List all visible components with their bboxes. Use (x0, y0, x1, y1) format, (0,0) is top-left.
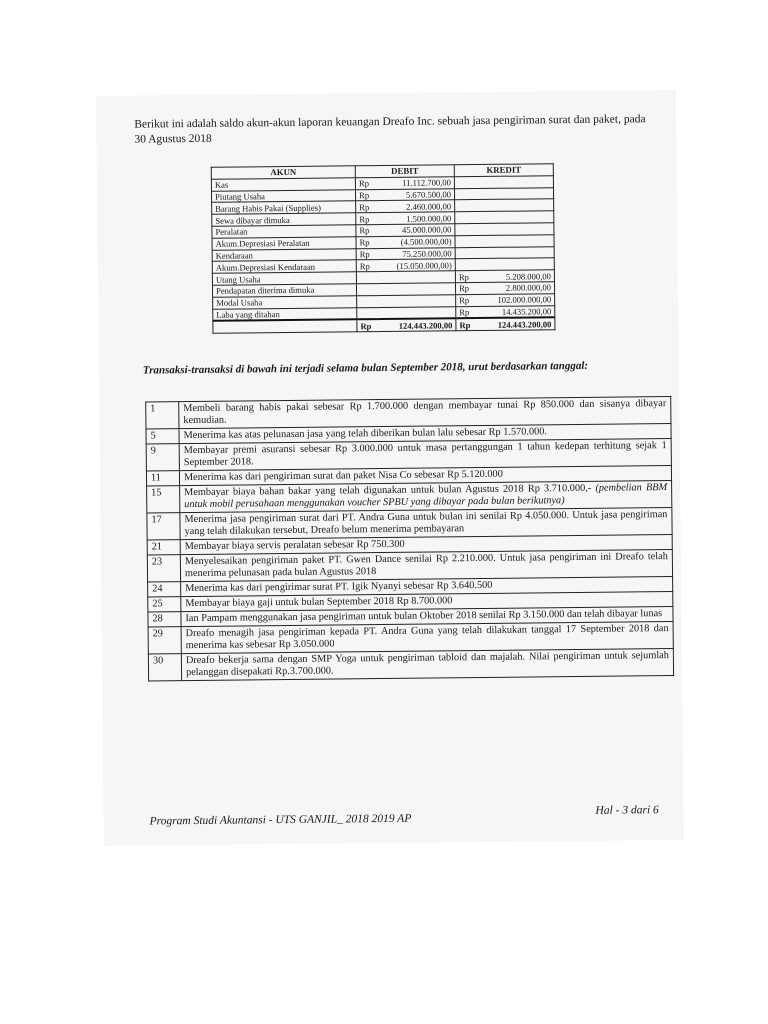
debit-amount (377, 306, 456, 319)
debit-currency: Rp (356, 201, 377, 213)
footer-page-number: Hal - 3 dari 6 (595, 804, 659, 817)
kredit-currency (455, 212, 476, 224)
debit-currency: Rp (356, 236, 377, 248)
kredit-currency (454, 188, 475, 200)
kredit-currency: Rp (456, 294, 477, 306)
transaction-date: 28 (148, 612, 181, 627)
debit-amount: 1.500.000,00 (376, 212, 455, 225)
debit-currency: Rp (356, 260, 377, 272)
total-kredit-currency: Rp (456, 318, 477, 331)
account-name: Laba yang ditahan (213, 307, 357, 321)
kredit-amount: 14.435.200,00 (476, 305, 555, 318)
account-name: Modal Usaha (213, 296, 357, 309)
kredit-amount: 2.800.000,00 (476, 282, 555, 295)
kredit-currency (455, 200, 476, 212)
debit-amount (377, 283, 456, 296)
transaction-text: Ian Pampam menggunakan jasa pengiriman untuk bulan Oktober 2018 senilai Rp 3.150.000 dan telah dibayar lunas (185, 608, 663, 625)
debit-currency (356, 284, 377, 296)
debit-amount: (15.050.000,00) (377, 259, 456, 272)
kredit-amount (475, 187, 554, 200)
header-kredit: KREDIT (454, 164, 553, 177)
kredit-currency (455, 224, 476, 236)
header-debit: DEBIT (355, 165, 454, 178)
account-name: Peralatan (212, 225, 356, 238)
transaction-text: Dreafo menagih jasa pengiriman kepada PT. Andra Guna yang telah dilakukan tanggal 17 September 2018 dan menerima kas sebesar Rp 3.050.000 (185, 623, 669, 652)
kredit-currency (455, 259, 476, 271)
debit-amount: 75.250.000,00 (377, 247, 456, 260)
kredit-currency (455, 235, 476, 247)
account-name: Kendaraan (212, 248, 356, 261)
transaction-row (148, 648, 673, 680)
kredit-amount (475, 211, 554, 224)
transaction-text: Membayar premi asuransi sebesar Rp 3.000.000 untuk masa pertanggungan 1 tahun kedepan terhitung sejak 1 September 2018. (183, 440, 667, 469)
transaction-description (181, 648, 673, 680)
account-name: Sewa dibayar dimuka (212, 213, 356, 226)
transaction-date: 30 (148, 654, 181, 681)
transaction-text: Menerima kas atas pelunasan jasa yang telah diberikan bulan lalu sebesar Rp 1.570.000. (183, 426, 548, 442)
transaction-date: 17 (147, 513, 180, 540)
transaction-date: 25 (148, 597, 181, 612)
transaction-text: Menerima jasa pengiriman surat dari PT. Andra Guna untuk bulan ini senilai Rp 4.050.000. Untuk jasa pengiriman yang telah dilakukan tersebut, Dreafo belum menerima pembayaran (184, 509, 668, 538)
kredit-amount (475, 199, 554, 212)
kredit-amount: 5.208.000,00 (476, 270, 555, 283)
kredit-currency: Rp (455, 282, 476, 294)
account-name: Akum.Depresiasi Peralatan (212, 237, 356, 250)
transaction-note: (pembelian BBM untuk mobil perusahaan menggunakan voucher SPBU yang dibayar pada bulan berikutnya) (184, 482, 668, 511)
account-balance-table (211, 163, 556, 334)
debit-amount: 45.000.000,00 (376, 224, 455, 237)
intro-paragraph: Berikut ini adalah saldo akun-akun laporan keuangan Dreafo Inc. sebuah jasa pengiriman surat dan paket, pada 30 Agustus 2018 (134, 113, 646, 146)
debit-amount (377, 295, 456, 308)
debit-currency: Rp (355, 189, 376, 201)
transaction-text: Dreafo bekerja sama dengan SMP Yoga untuk pengiriman tabloid dan majalah. Nilai pengiriman untuk sejumlah pelanggan disepakati Rp.3.700.000. (185, 650, 669, 679)
kredit-amount: 102.000.000,00 (476, 293, 555, 306)
debit-currency: Rp (356, 213, 377, 225)
transaction-date: 9 (146, 444, 179, 471)
account-name: Akum.Depresiasi Kendaraan (212, 260, 356, 273)
transaction-date: 5 (146, 429, 179, 444)
debit-amount: (4.500.000,00) (376, 236, 455, 249)
total-row (213, 318, 555, 334)
footer-program: Program Studi Akuntansi - UTS GANJIL_ 2018 2019 AP (149, 812, 412, 828)
transactions-table (145, 396, 674, 681)
transaction-date: 1 (146, 402, 179, 429)
debit-currency (357, 307, 378, 320)
header-akun: AKUN (211, 166, 355, 179)
transaction-date: 29 (148, 627, 181, 654)
transaction-date: 21 (147, 540, 180, 555)
debit-currency: Rp (356, 248, 377, 260)
transaction-text: Menerima kas dari pengiriman surat dan paket Nisa Co sebesar Rp 5.120.000 (183, 468, 503, 484)
debit-amount: 2.460.000,00 (376, 200, 455, 213)
kredit-currency: Rp (456, 306, 477, 319)
transaction-text: Menyelesaikan pengiriman paket PT. Gwen Dance senilai Rp 2.210.000. Untuk jasa pengiriman ini Dreafo telah menerima pelunasan pada bulan Agustus 2018 (184, 551, 668, 580)
kredit-amount (475, 223, 554, 236)
transaction-date: 11 (146, 471, 179, 486)
transaction-text: Membayar biaya gaji untuk bulan September 2018 Rp 8.700.000 (185, 595, 453, 610)
total-debit: 124.443.200,00 (377, 319, 456, 332)
transaction-date: 23 (147, 555, 180, 582)
account-name: Piutang Usaha (212, 189, 356, 202)
total-label-cell (213, 320, 357, 334)
debit-amount (377, 271, 456, 284)
debit-currency (356, 272, 377, 284)
account-name: Barang Habis Pakai (Supplies) (212, 201, 356, 214)
transaction-text: Menerima kas dari pengirimar surat PT. Igik Nyanyi sebesar Rp 3.640.500 (185, 579, 493, 595)
kredit-currency (455, 247, 476, 259)
debit-currency: Rp (356, 225, 377, 237)
transaction-date: 24 (148, 582, 181, 597)
debit-currency: Rp (355, 177, 376, 189)
total-kredit: 124.443.200,00 (476, 318, 555, 331)
kredit-amount (475, 176, 554, 189)
kredit-currency: Rp (455, 271, 476, 283)
account-name: Kas (211, 178, 355, 191)
document-page (96, 90, 684, 846)
kredit-amount (475, 234, 554, 247)
transactions-title: Transaksi-transaksi di bawah ini terjadi selama bulan September 2018, urut berdasarkan tanggal: (142, 359, 589, 377)
kredit-amount (476, 246, 555, 259)
account-name: Pendapatan diterima dimuka (212, 284, 356, 297)
transaction-date: 15 (147, 486, 180, 513)
debit-amount: 5.670.500,00 (376, 188, 455, 201)
debit-currency (357, 295, 378, 307)
total-debit-currency: Rp (357, 319, 378, 332)
transaction-text: Membeli barang habis pakai sebesar Rp 1.700.000 dengan membayar tunai Rp 850.000 dan sisanya dibayar kemudian. (183, 398, 667, 427)
debit-amount: 11.112.700,00 (376, 177, 455, 190)
kredit-currency (454, 176, 475, 188)
transaction-text: Membayar biaya bahan bakar yang telah digunakan untuk bulan Agustus 2018 Rp 3.710.000,- (184, 482, 592, 499)
kredit-amount (476, 258, 555, 271)
account-name: Utang Usaha (212, 272, 356, 285)
transaction-text: Membayar biaya servis peralatan sebesar Rp 750.300 (184, 538, 405, 553)
